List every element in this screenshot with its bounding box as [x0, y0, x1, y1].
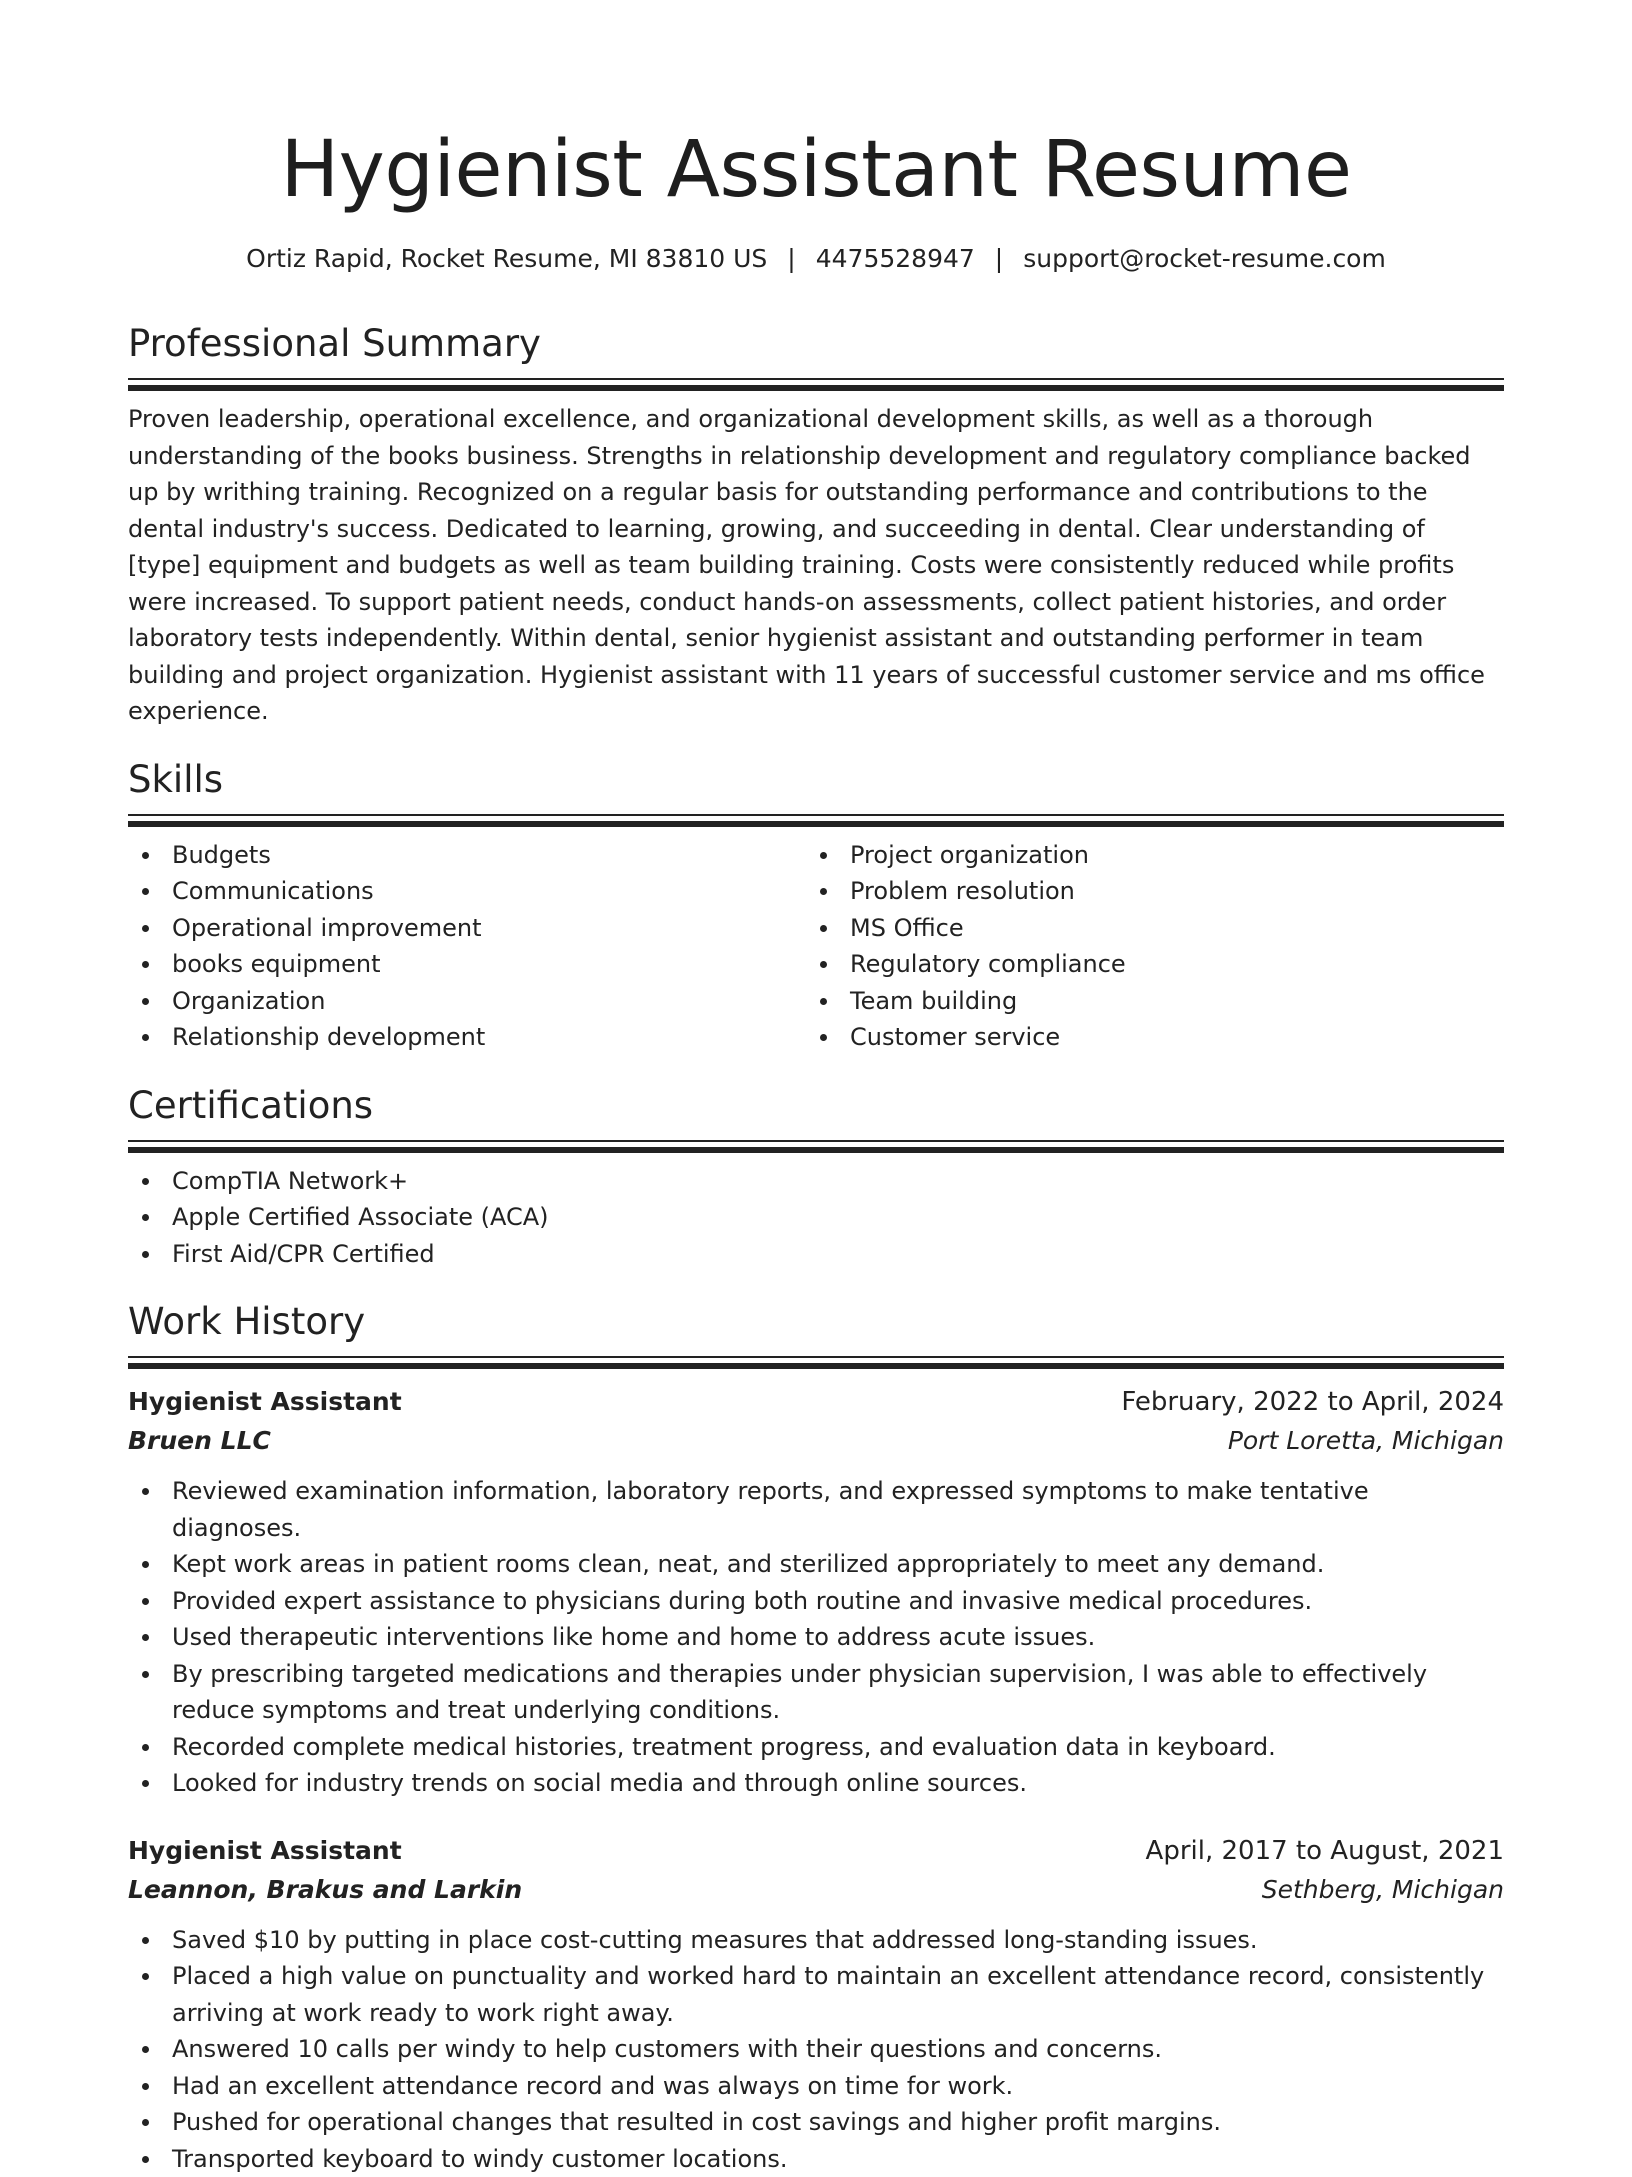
skills-column-right	[806, 837, 1484, 1056]
section-divider	[128, 814, 1504, 829]
section-heading: Professional Summary	[128, 320, 1504, 368]
skill-item: Organization	[128, 983, 806, 1020]
certification-item: Apple Certified Associate (ACA)	[128, 1199, 1504, 1236]
job-bullet: Placed a high value on punctuality and worked hard to maintain an excellent attendance record, consistently arriving at work ready to work right away.	[128, 1958, 1504, 2031]
job-bullet: Recorded complete medical histories, treatment progress, and evaluation data in keyboard.	[128, 1729, 1504, 1766]
resume-page	[128, 0, 1504, 2177]
job-bullet: Had an excellent attendance record and was always on time for work.	[128, 2068, 1504, 2105]
job-bullet: Pushed for operational changes that resulted in cost savings and higher profit margins.	[128, 2104, 1504, 2141]
skill-item: Problem resolution	[806, 873, 1484, 910]
job-subheader	[128, 1421, 1504, 1461]
job-entry	[128, 1383, 1504, 1802]
contact-separator: |	[995, 242, 1003, 276]
section-divider	[128, 378, 1504, 393]
skill-item: Communications	[128, 873, 806, 910]
skills-list	[128, 837, 806, 1056]
skill-item: books equipment	[128, 946, 806, 983]
skill-item: Relationship development	[128, 1019, 806, 1056]
skill-item: MS Office	[806, 910, 1484, 947]
summary-text: Proven leadership, operational excellence, and organizational development skills, as well as a thorough understanding of the books business. Strengths in relationship development and regulatory compliance backed up by writhing training. Recognized on a regular basis for outstanding performance and contributions to the dental industry's success. Dedicated to learning, growing, and succeeding in dental. Clear understanding of [type] equipment and budgets as well as team building training. Costs were consistently reduced while profits were increased. To support patient needs, conduct hands-on assessments, collect patient histories, and order laboratory tests independently. Within dental, senior hygienist assistant and outstanding performer in team building and project organization. Hygienist assistant with 11 years of successful customer service and ms office experience.	[128, 401, 1504, 730]
certifications-list	[128, 1163, 1504, 1273]
contact-phone: 4475528947	[816, 244, 975, 273]
contact-email: support@rocket-resume.com	[1023, 244, 1386, 273]
skill-item: Customer service	[806, 1019, 1484, 1056]
skill-item: Team building	[806, 983, 1484, 1020]
job-title: Hygienist Assistant	[128, 1832, 402, 1870]
job-header	[128, 1383, 1504, 1421]
section-heading: Certifications	[128, 1082, 1504, 1130]
contact-separator: |	[787, 242, 795, 276]
section-heading: Work History	[128, 1298, 1504, 1346]
job-entry	[128, 1832, 1504, 2177]
skills-grid	[128, 837, 1504, 1056]
job-bullet: Saved $10 by putting in place cost-cutting measures that addressed long-standing issues.	[128, 1922, 1504, 1959]
resume-title: Hygienist Assistant Resume	[128, 0, 1504, 216]
certifications-section	[128, 1082, 1504, 1273]
skill-item: Project organization	[806, 837, 1484, 874]
job-location: Sethberg, Michigan	[1262, 1870, 1504, 1910]
section-divider	[128, 1356, 1504, 1371]
work-history-section	[128, 1298, 1504, 2177]
skills-column-left	[128, 837, 806, 1056]
skill-item: Regulatory compliance	[806, 946, 1484, 983]
skills-list	[806, 837, 1484, 1056]
section-divider	[128, 1140, 1504, 1155]
certification-item: First Aid/CPR Certified	[128, 1236, 1504, 1273]
job-location: Port Loretta, Michigan	[1228, 1421, 1504, 1461]
skill-item: Budgets	[128, 837, 806, 874]
contact-line	[128, 242, 1504, 276]
job-bullet: By prescribing targeted medications and therapies under physician supervision, I was able to effectively reduce symptoms and treat underlying conditions.	[128, 1656, 1504, 1729]
skills-section	[128, 756, 1504, 1056]
section-heading: Skills	[128, 756, 1504, 804]
job-bullet: Kept work areas in patient rooms clean, neat, and sterilized appropriately to meet any demand.	[128, 1546, 1504, 1583]
job-bullet: Used therapeutic interventions like home and home to address acute issues.	[128, 1619, 1504, 1656]
job-bullet: Reviewed examination information, laboratory reports, and expressed symptoms to make tentative diagnoses.	[128, 1473, 1504, 1546]
job-bullet: Transported keyboard to windy customer locations.	[128, 2141, 1504, 2177]
job-company: Leannon, Brakus and Larkin	[128, 1870, 522, 1910]
skill-item: Operational improvement	[128, 910, 806, 947]
job-bullets	[128, 1922, 1504, 2177]
certification-item: CompTIA Network+	[128, 1163, 1504, 1200]
job-title: Hygienist Assistant	[128, 1383, 402, 1421]
job-header	[128, 1832, 1504, 1870]
job-bullet: Answered 10 calls per windy to help customers with their questions and concerns.	[128, 2031, 1504, 2068]
job-bullet: Provided expert assistance to physicians during both routine and invasive medical procedures.	[128, 1583, 1504, 1620]
job-dates: February, 2022 to April, 2024	[1121, 1383, 1504, 1421]
job-bullets	[128, 1473, 1504, 1802]
contact-address: Ortiz Rapid, Rocket Resume, MI 83810 US	[246, 244, 767, 273]
job-bullet: Looked for industry trends on social media and through online sources.	[128, 1765, 1504, 1802]
job-dates: April, 2017 to August, 2021	[1146, 1832, 1504, 1870]
job-company: Bruen LLC	[128, 1421, 271, 1461]
job-subheader	[128, 1870, 1504, 1910]
summary-section	[128, 320, 1504, 730]
